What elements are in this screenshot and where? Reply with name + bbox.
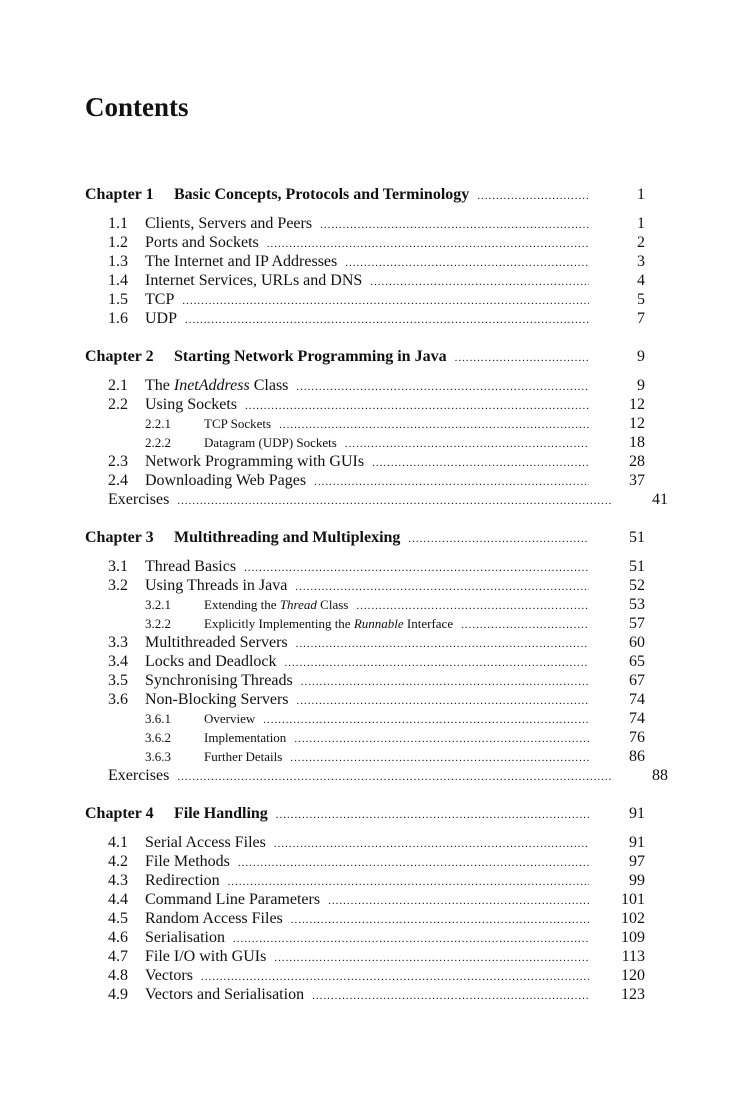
- page-number: 9: [637, 377, 645, 394]
- dot-leader: [477, 185, 589, 207]
- entry-title: [204, 614, 453, 633]
- page-number: 60: [629, 634, 645, 651]
- entry-number: 3.3: [108, 634, 128, 651]
- dot-leader: [185, 311, 589, 330]
- entry-title-text: Locks and Deadlock: [145, 653, 277, 670]
- entry-number: 3.6.1: [145, 711, 171, 726]
- entry-number: 4.2: [108, 853, 128, 870]
- entry-title: [145, 395, 237, 414]
- page-number: 123: [621, 986, 645, 1003]
- entry-title-text: Vectors: [145, 967, 193, 984]
- toc-entry-section[interactable]: [85, 395, 655, 414]
- page-number: 120: [621, 967, 645, 984]
- toc-entry-subsection[interactable]: [85, 614, 655, 633]
- entry-title: [174, 527, 400, 549]
- page-number: 1: [637, 215, 645, 232]
- entry-title-text: Multithreaded Servers: [145, 634, 288, 651]
- page-number: 57: [629, 615, 645, 632]
- entry-number: 3.6.2: [145, 730, 171, 745]
- toc-entry-section[interactable]: [85, 947, 655, 966]
- entry-title-text: Non-Blocking Servers: [145, 691, 289, 708]
- table-of-contents: [85, 184, 668, 1004]
- entry-title-text: Multithreading and Multiplexing: [174, 529, 401, 546]
- entry-number: 4.9: [108, 986, 128, 1003]
- entry-title-text: Serial Access Files: [145, 834, 266, 851]
- toc-entry-section[interactable]: [85, 471, 655, 490]
- toc-entry-section[interactable]: [85, 966, 655, 985]
- page-title: Contents: [85, 92, 189, 122]
- entry-title: [145, 271, 362, 290]
- entry-title: [145, 852, 230, 871]
- entry-title: [204, 747, 282, 766]
- entry-title: [145, 309, 177, 328]
- entry-title: [145, 871, 220, 890]
- entry-title: [174, 803, 268, 825]
- entry-title: [145, 966, 193, 985]
- toc-entry-section[interactable]: [85, 671, 655, 690]
- page-number: 86: [629, 748, 645, 765]
- entry-number: 1.4: [108, 272, 128, 289]
- entry-title-text: Clients, Servers and Peers: [145, 215, 313, 232]
- page-number: 97: [629, 853, 645, 870]
- toc-entry-section[interactable]: [85, 652, 655, 671]
- entry-title-text: Using Threads in Java: [145, 577, 288, 594]
- entry-title-text: Network Programming with GUIs: [145, 453, 365, 470]
- entry-number: 3.2: [108, 577, 128, 594]
- page-number: 74: [629, 691, 645, 708]
- entry-number: Chapter 3: [85, 529, 154, 546]
- entry-title: [145, 690, 289, 709]
- page-number: 74: [629, 710, 645, 727]
- entry-title: [204, 709, 255, 728]
- entry-number: 1.5: [108, 291, 128, 308]
- entry-title: [145, 290, 174, 309]
- toc-entry-section[interactable]: [85, 309, 655, 328]
- page-number: 67: [629, 672, 645, 689]
- entry-title: [145, 890, 320, 909]
- entry-title-text: TCP: [145, 291, 175, 308]
- toc-entry-exercises[interactable]: [85, 490, 668, 509]
- page-number: 51: [629, 558, 645, 575]
- entry-title: [145, 652, 277, 671]
- entry-title: [145, 576, 287, 595]
- toc-entry-section[interactable]: [85, 833, 655, 852]
- entry-title-text: The: [145, 377, 174, 394]
- entry-title-text: Overview: [204, 711, 256, 726]
- toc-entry-chapter[interactable]: [85, 346, 655, 368]
- entry-number: 2.2: [108, 396, 128, 413]
- entry-number: 4.3: [108, 872, 128, 889]
- entry-number: 4.7: [108, 948, 128, 965]
- entry-title-text: Serialisation: [145, 929, 225, 946]
- entry-title: [145, 909, 283, 928]
- toc-entry-section[interactable]: [85, 576, 655, 595]
- entry-title: [204, 728, 286, 747]
- toc-entry-section[interactable]: [85, 633, 655, 652]
- toc-entry-section[interactable]: [85, 290, 655, 309]
- page-number: 91: [629, 805, 645, 822]
- entry-number: 4.8: [108, 967, 128, 984]
- entry-title: [145, 633, 288, 652]
- page-number: 28: [629, 453, 645, 470]
- toc-entry-subsection[interactable]: [85, 709, 655, 728]
- entry-number: 3.6: [108, 691, 128, 708]
- entry-title: [174, 184, 469, 206]
- page-number: 52: [629, 577, 645, 594]
- toc-entry-section[interactable]: [85, 452, 655, 471]
- toc-entry-section[interactable]: [85, 376, 655, 395]
- page-number: 88: [652, 767, 668, 784]
- page-number: 2: [637, 234, 645, 251]
- entry-title: [145, 452, 364, 471]
- dot-leader: [177, 768, 612, 787]
- dot-leader: [177, 492, 612, 511]
- entry-title-italic: Runnable: [353, 616, 404, 631]
- entry-title: [145, 214, 312, 233]
- entry-title: [145, 947, 266, 966]
- entry-title: [204, 595, 348, 614]
- toc-entry-section[interactable]: [85, 928, 655, 947]
- entry-number: 2.3: [108, 453, 128, 470]
- entry-title-text: File Methods: [145, 853, 230, 870]
- page-number: 65: [629, 653, 645, 670]
- entry-title-text: Thread Basics: [145, 558, 237, 575]
- entry-number: 2.4: [108, 472, 128, 489]
- page-number: 7: [637, 310, 645, 327]
- entry-title-text: Vectors and Serialisation: [145, 986, 305, 1003]
- entry-title-text: Datagram (UDP) Sockets: [204, 435, 337, 450]
- entry-number: 3.1: [108, 558, 128, 575]
- toc-entry-section[interactable]: [85, 871, 655, 890]
- entry-title: [145, 252, 337, 271]
- page-number: 37: [629, 472, 645, 489]
- entry-title-text: Extending the: [204, 597, 280, 612]
- dot-leader: [408, 528, 589, 550]
- entry-title-text: Exercises: [108, 767, 170, 784]
- entry-number: 3.4: [108, 653, 128, 670]
- toc-entry-subsection[interactable]: [85, 728, 655, 747]
- entry-number: 3.2.1: [145, 597, 171, 612]
- page-number: 12: [629, 415, 645, 432]
- toc-entry-section[interactable]: [85, 252, 655, 271]
- entry-number: 2.2.2: [145, 435, 171, 450]
- toc-entry-section[interactable]: [85, 233, 655, 252]
- entry-number: 4.1: [108, 834, 128, 851]
- page-number: 99: [629, 872, 645, 889]
- entry-title-text: Command Line Parameters: [145, 891, 321, 908]
- entry-title: [108, 766, 169, 785]
- toc-entry-chapter[interactable]: [85, 527, 655, 549]
- entry-title-text: UDP: [145, 310, 178, 327]
- toc-entry-exercises[interactable]: [85, 766, 668, 785]
- toc-entry-section[interactable]: [85, 690, 655, 709]
- page-number: 51: [629, 529, 645, 546]
- page-number: 9: [637, 348, 645, 365]
- entry-title: [145, 376, 288, 395]
- dot-leader: [276, 804, 589, 826]
- page-number: 102: [621, 910, 645, 927]
- page-number: 41: [652, 491, 668, 508]
- entry-number: Chapter 2: [85, 348, 154, 365]
- entry-title-text: File I/O with GUIs: [145, 948, 267, 965]
- entry-number: 2.1: [108, 377, 128, 394]
- toc-entry-subsection[interactable]: [85, 414, 655, 433]
- toc-entry-section[interactable]: [85, 852, 655, 871]
- entry-title-italic: Thread: [279, 597, 317, 612]
- page-number: 91: [629, 834, 645, 851]
- toc-entry-section[interactable]: [85, 271, 655, 290]
- entry-title-text: The Internet and IP Addresses: [145, 253, 338, 270]
- entry-title: [204, 433, 337, 452]
- entry-number: 2.2.1: [145, 416, 171, 431]
- entry-number: Chapter 1: [85, 186, 154, 203]
- page-number: 3: [637, 253, 645, 270]
- entry-title: [108, 490, 169, 509]
- toc-entry-section[interactable]: [85, 890, 655, 909]
- entry-title-text: Class: [316, 597, 349, 612]
- entry-title-text: Using Sockets: [145, 396, 237, 413]
- entry-number: 1.1: [108, 215, 128, 232]
- entry-number: 4.4: [108, 891, 128, 908]
- entry-title-text: TCP Sockets: [204, 416, 272, 431]
- toc-entry-section[interactable]: [85, 909, 655, 928]
- entry-title: [145, 471, 306, 490]
- entry-title-text: Ports and Sockets: [145, 234, 259, 251]
- entry-number: 1.6: [108, 310, 128, 327]
- toc-entry-subsection[interactable]: [85, 595, 655, 614]
- entry-number: 1.2: [108, 234, 128, 251]
- page-number: 4: [637, 272, 645, 289]
- page-number: 18: [629, 434, 645, 451]
- entry-title-text: Starting Network Programming in Java: [174, 348, 447, 365]
- entry-title: [145, 557, 236, 576]
- entry-number: 4.6: [108, 929, 128, 946]
- page-number: 12: [629, 396, 645, 413]
- entry-title-text: Implementation: [204, 730, 287, 745]
- entry-title: [145, 985, 304, 1004]
- entry-title-text: Random Access Files: [145, 910, 283, 927]
- entry-title-text: File Handling: [174, 805, 268, 822]
- entry-number: 1.3: [108, 253, 128, 270]
- entry-title-italic: InetAddress: [173, 377, 250, 394]
- entry-number: 3.2.2: [145, 616, 171, 631]
- entry-title-text: Interface: [403, 616, 454, 631]
- page-number: 1: [637, 186, 645, 203]
- toc-entry-section[interactable]: [85, 985, 655, 1004]
- entry-title-text: Basic Concepts, Protocols and Terminology: [174, 186, 470, 203]
- page-number: 5: [637, 291, 645, 308]
- entry-title-text: Class: [249, 377, 289, 394]
- entry-number: Chapter 4: [85, 805, 154, 822]
- entry-number: 4.5: [108, 910, 128, 927]
- entry-number: 3.5: [108, 672, 128, 689]
- entry-title: [174, 346, 447, 368]
- page-number: 53: [629, 596, 645, 613]
- entry-title-text: Downloading Web Pages: [145, 472, 307, 489]
- entry-title: [145, 671, 293, 690]
- toc-entry-chapter[interactable]: [85, 803, 655, 825]
- page-number: 76: [629, 729, 645, 746]
- page-number: 113: [621, 948, 645, 965]
- entry-title-text: Further Details: [204, 749, 283, 764]
- entry-title-text: Synchronising Threads: [145, 672, 293, 689]
- toc-entry-subsection[interactable]: [85, 433, 655, 452]
- entry-title-text: Internet Services, URLs and DNS: [145, 272, 363, 289]
- page-number: 101: [621, 891, 645, 908]
- page-number: 109: [621, 929, 645, 946]
- entry-title: [145, 833, 266, 852]
- toc-entry-section[interactable]: [85, 557, 655, 576]
- toc-entry-subsection[interactable]: [85, 747, 655, 766]
- dot-leader: [312, 987, 589, 1006]
- entry-number: 3.6.3: [145, 749, 171, 764]
- entry-title-text: Redirection: [145, 872, 220, 889]
- entry-title-text: Explicitly Implementing the: [204, 616, 354, 631]
- toc-entry-chapter[interactable]: [85, 184, 655, 206]
- entry-title: [145, 928, 225, 947]
- entry-title-text: Exercises: [108, 491, 170, 508]
- toc-entry-section[interactable]: [85, 214, 655, 233]
- entry-title: [145, 233, 259, 252]
- dot-leader: [455, 347, 589, 369]
- entry-title: [204, 414, 271, 433]
